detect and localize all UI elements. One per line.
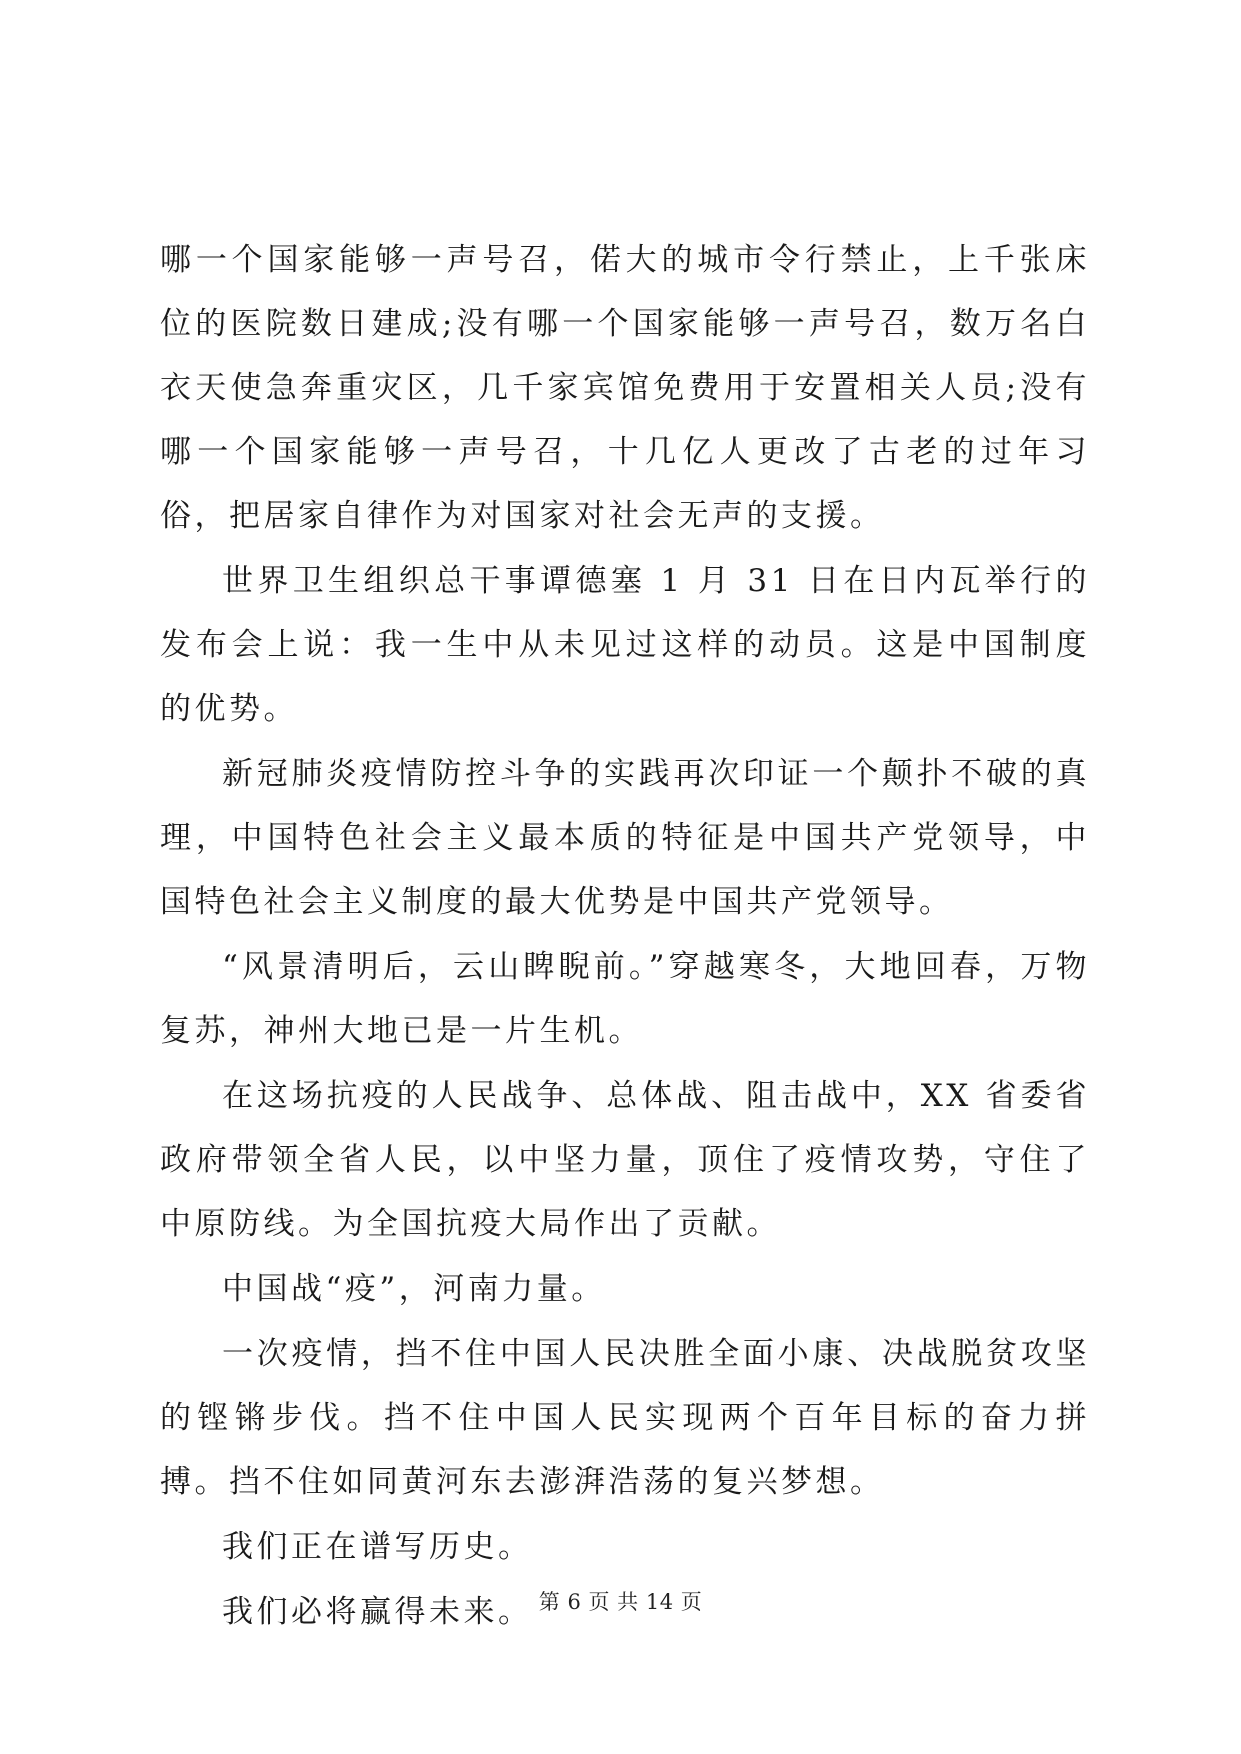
paragraph-future: 我们必将赢得未来。 — [222, 1594, 533, 1630]
document-body — [160, 228, 1090, 1645]
page-footer: 第 6 页 共 14 页 — [538, 1590, 703, 1614]
paragraph-continuation: 哪一个国家能够一声号召，偌大的城市令行禁止，上千张床位的医院数日建成;没有哪一个国家能够一声号召，数万名白衣天使急奔重灾区，几千家宾馆免费用于安置相关人员;没有哪一个国家能够一声号召，十几亿人更改了古老的过年习俗，把居家自律作为对国家对社会无声的支援。 — [160, 242, 1090, 534]
paragraph-epidemic: 一次疫情，挡不住中国人民决胜全面小康、决战脱贫攻坚的铿锵步伐。挡不住中国人民实现两个百年目标的奋力拼搏。挡不住如同黄河东去澎湃浩荡的复兴梦想。 — [160, 1336, 1090, 1500]
paragraph-truth: 新冠肺炎疫情防控斗争的实践再次印证一个颠扑不破的真理，中国特色社会主义最本质的特征是中国共产党领导，中国特色社会主义制度的最大优势是中国共产党领导。 — [160, 756, 1090, 920]
paragraph-history: 我们正在谱写历史。 — [222, 1529, 533, 1565]
paragraph-spring: “风景清明后，云山睥睨前。”穿越寒冬，大地回春，万物复苏，神州大地已是一片生机。 — [160, 949, 1090, 1049]
paragraph-who-quote: 世界卫生组织总干事谭德塞 1 月 31 日在日内瓦举行的发布会上说：我一生中从未见过这样的动员。这是中国制度的优势。 — [160, 563, 1090, 727]
paragraph-province: 在这场抗疫的人民战争、总体战、阻击战中，XX 省委省政府带领全省人民，以中坚力量，顶住了疫情攻势，守住了中原防线。为全国抗疫大局作出了贡献。 — [160, 1078, 1090, 1242]
paragraph-henan: 中国战“疫”，河南力量。 — [222, 1271, 606, 1307]
